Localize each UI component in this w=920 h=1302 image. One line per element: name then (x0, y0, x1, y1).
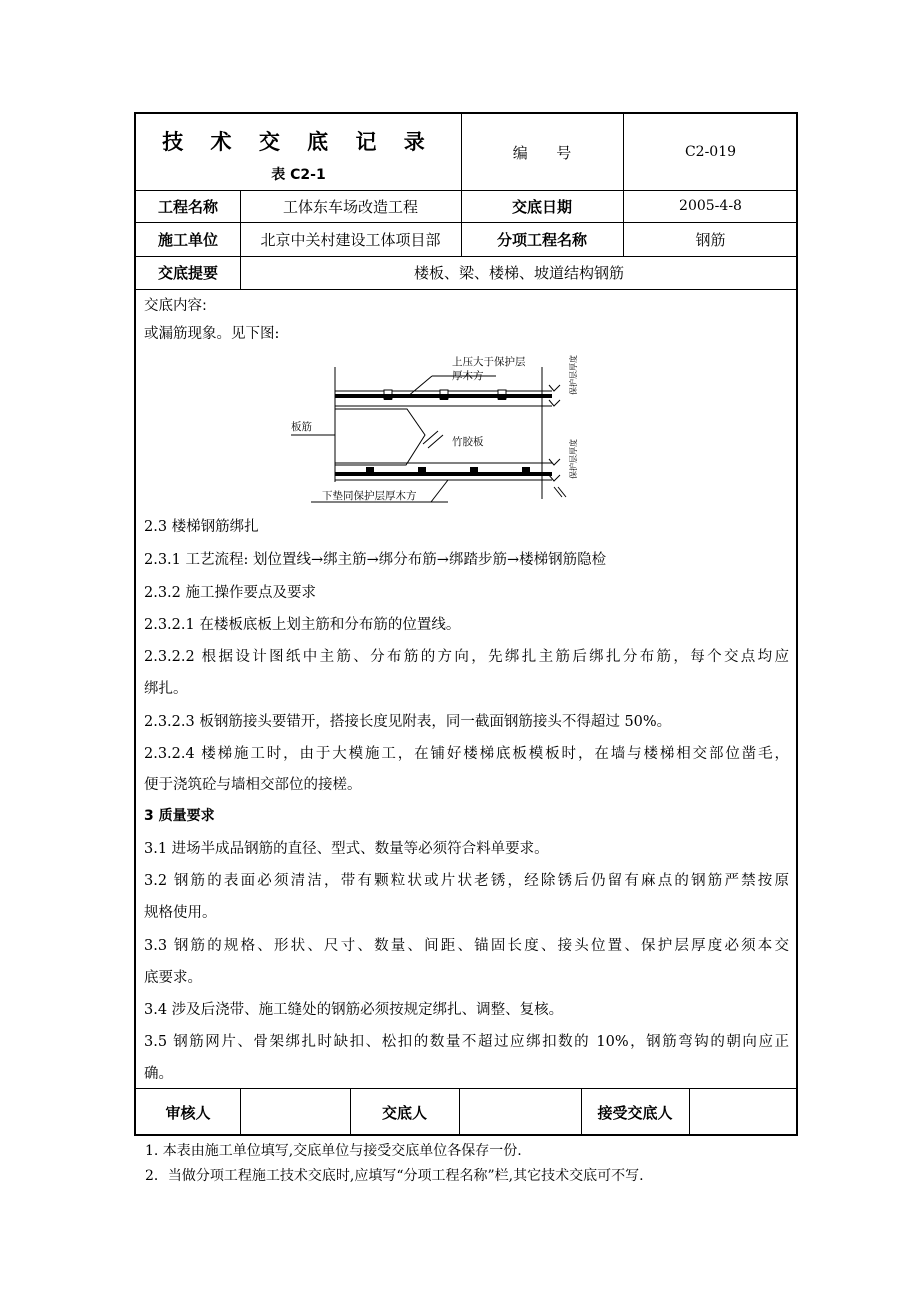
diagram-left-label: 板筋 (291, 421, 312, 433)
section-3-heading: 3 质量要求 (144, 808, 215, 824)
diagram-side-label-top: 保护层厚度 (569, 355, 578, 395)
section-2-3-2: 2.3.2 施工操作要点及要求 (144, 585, 317, 601)
diagram-side-label-bottom: 保护层厚度 (569, 439, 578, 479)
disclosure-form (134, 112, 798, 1136)
section-2-3-1: 2.3.1 工艺流程: 划位置线→绑主筋→绑分布筋→绑踏步筋→楼梯钢筋隐检 (144, 552, 607, 568)
unit-value: 北京中关村建设工体项目部 (260, 230, 441, 249)
diagram-top-label-1: 上压大于保护层 (452, 356, 526, 368)
date-value: 2005-4-8 (679, 198, 742, 214)
diagram-center-label: 竹胶板 (452, 436, 484, 448)
content-label: 交底内容: (144, 298, 207, 314)
section-3-3-line1: 3.3 钢筋的规格、形状、尺寸、数量、间距、锚固长度、接头位置、保护层厚度必须本交 (144, 938, 789, 954)
form-number: 表 C2-1 (271, 167, 326, 183)
wood-block (418, 467, 426, 476)
section-3-2-line2: 规格使用。 (144, 905, 217, 921)
page-title: 技 术 交 底 记 录 (162, 130, 435, 154)
discloser-label: 交底人 (381, 1103, 427, 1122)
receiver-field[interactable] (689, 1088, 798, 1136)
section-2-3: 2.3 楼梯钢筋绑扎 (144, 519, 259, 535)
section-3-4: 3.4 涉及后浇带、施工缝处的钢筋必须按规定绑扎、调整、复核。 (144, 1002, 564, 1018)
wood-block (470, 467, 478, 476)
row-divider (136, 289, 796, 290)
section-2-3-2-4-line2: 便于浇筑砼与墙相交部位的接槎。 (144, 777, 362, 793)
section-2-3-2-4-line1: 2.3.2.4 楼梯施工时，由于大模施工，在铺好楼梯底板模板时，在墙与楼梯相交部位凿毛， (144, 746, 789, 762)
subproject-label: 分项工程名称 (496, 230, 587, 249)
note-1: 1. 本表由施工单位填写,交底单位与接受交底单位各保存一份. (145, 1143, 522, 1159)
section-3-1: 3.1 进场半成品钢筋的直径、型式、数量等必须符合料单要求。 (144, 841, 549, 857)
number-label: 编 号 (512, 143, 572, 162)
receiver-label: 接受交底人 (597, 1103, 673, 1122)
summary-value: 楼板、梁、楼梯、坡道结构钢筋 (413, 264, 624, 282)
reviewer-label: 审核人 (165, 1103, 211, 1122)
project-name-value: 工体东车场改造工程 (282, 197, 418, 216)
summary-label: 交底提要 (157, 264, 218, 282)
section-3-3-line2: 底要求。 (144, 970, 202, 986)
date-label: 交底日期 (511, 197, 572, 216)
section-2-3-2-2-line1: 2.3.2.2 根据设计图纸中主筋、分布筋的方向，先绑扎主筋后绑扎分布筋，每个交点均应 (144, 649, 789, 665)
reviewer-field[interactable] (240, 1088, 350, 1136)
section-2-3-2-1: 2.3.2.1 在楼板底板上划主筋和分布筋的位置线。 (144, 617, 461, 633)
section-2-3-2-2-line2: 绑扎。 (144, 681, 188, 697)
section-3-5-line1: 3.5 钢筋网片、骨架绑扎时缺扣、松扣的数量不超过应绑扣数的 10%，钢筋弯钩的朝向应正 (144, 1034, 789, 1050)
section-3-2-line1: 3.2 钢筋的表面必须清洁，带有颗粒状或片状老锈，经除锈后仍留有麻点的钢筋严禁按原 (144, 873, 789, 889)
note-2: 2．当做分项工程施工技术交底时,应填写“分项工程名称”栏,其它技术交底可不写. (145, 1168, 644, 1184)
wood-block (522, 467, 530, 476)
project-name-label: 工程名称 (157, 197, 218, 216)
discloser-field[interactable] (459, 1088, 581, 1136)
content-intro: 或漏筋现象。见下图: (144, 326, 280, 342)
wood-block (366, 467, 374, 476)
diagram-top-label-2: 厚木方 (452, 370, 484, 382)
unit-label: 施工单位 (157, 230, 218, 249)
section-3-5-line2: 确。 (144, 1066, 173, 1082)
number-value: C2-019 (684, 144, 737, 160)
section-2-3-2-3: 2.3.2.3 板钢筋接头要错开，搭接长度见附表，同一截面钢筋接头不得超过 50%。 (144, 714, 672, 730)
diagram-bottom-label: 下垫同保护层厚木方 (322, 490, 417, 502)
rebar-diagram (136, 347, 796, 507)
subproject-value: 钢筋 (695, 230, 726, 249)
